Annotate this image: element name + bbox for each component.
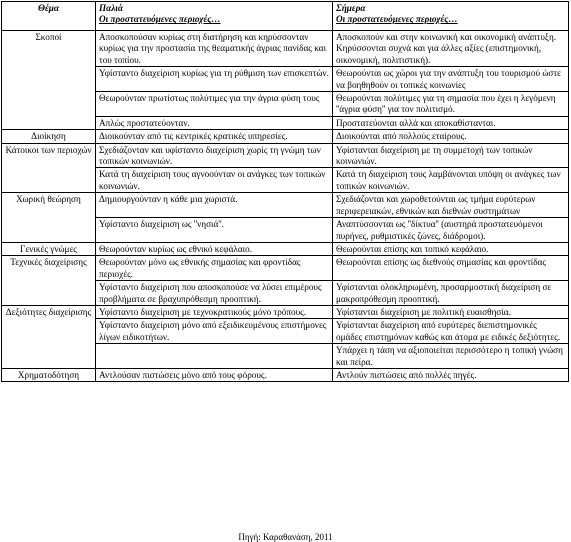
past-cell: Υφίσταντο διαχείριση με τεχνοκρατικούς μόνο τρόπους. — [96, 305, 333, 318]
past-cell: Σχεδιάζονταν και υφίσταντο διαχείριση χωρίς τη γνώμη των τοπικών κοινωνιών. — [96, 143, 333, 168]
today-cell: Υφίστανται διαχείριση με πολιτική ευαισθησία. — [333, 305, 569, 318]
theme-cell: Σκοποί — [2, 31, 96, 130]
table-row — [2, 368, 569, 381]
today-cell: Υφίστανται διαχείριση από ευρύτερες διεπιστημονικές ομάδες επιστημόνων καθώς και άτομα με ειδικές δεξιότητες. — [333, 319, 569, 344]
past-cell: Υφίσταντο διαχείριση ως ''νησιά''. — [96, 218, 333, 243]
theme-cell: Γενικές γνώμες — [2, 242, 96, 255]
theme-cell: Χρηματοδότηση — [2, 368, 96, 381]
table-row — [2, 256, 569, 281]
past-cell: Θεωρούνταν πρωτίστως πολύτιμες για την άγρια φύση τους — [96, 92, 333, 117]
today-cell: Υπάρχει η τάση να αξιοποιείται περισσότερο η τοπική γνώση και πείρα. — [333, 344, 569, 369]
past-cell: Υφίσταντο διαχείριση που αποσκοπούσε να λύσει επιμέρους προβλήματα σε βραχυπρόθεσμη προοπτική. — [96, 281, 333, 306]
table-row — [2, 130, 569, 143]
header-past — [96, 2, 333, 31]
past-cell: Υφίσταντο διαχείριση κυρίως για τη ρύθμιση των επισκεπτών. — [96, 67, 333, 92]
past-cell: Θεωρούνταν κυρίως ως εθνικό κεφάλαιο. — [96, 242, 333, 255]
past-cell: Κατά τη διαχείριση τους αγνοούνταν οι ανάγκες των τοπικών κοινωνιών. — [96, 168, 333, 193]
header-row — [2, 2, 569, 31]
comparison-table — [1, 1, 569, 382]
table-row — [2, 193, 569, 218]
table-row — [2, 305, 569, 318]
today-cell: Υφίστανται διαχείριση με τη συμμετοχή των τοπικών κοινωνιών. — [333, 143, 569, 168]
today-cell: Θεωρούνται επίσης και τοπικό κεφάλαιο. — [333, 242, 569, 255]
theme-cell: Διοίκηση — [2, 130, 96, 143]
theme-cell: Κάτοικοι των περιοχών — [2, 143, 96, 193]
past-cell: Διοικούνταν από τις κεντρικές κρατικές υπηρεσίες. — [96, 130, 333, 143]
past-cell: Αποσκοπούσαν κυρίως στη διατήρηση και κηρύσσονταν κυρίως για την προστασία της θεαματικής άγριας πανίδας και του τοπίου. — [96, 31, 333, 67]
table-row — [2, 242, 569, 255]
header-today-title: Σήμερα — [336, 3, 366, 13]
today-cell: Θεωρούνται πολύτιμες για τη σημασία που έχει η λεγόμενη ''άγρια φύση'' για τον πολιτισμό. — [333, 92, 569, 117]
theme-cell: Χωρική θεώρηση — [2, 193, 96, 243]
today-cell: Διοικούνται από πολλούς εταίρους. — [333, 130, 569, 143]
past-cell — [96, 344, 333, 369]
today-cell: Θεωρούνται ως χώροι για την ανάπτυξη του τουρισμού ώστε να βοηθηθούν οι τοπικές κοινωνίες — [333, 67, 569, 92]
today-cell: Αποσκοπούν και στην κοινωνική και οικονομική ανάπτυξη. Κηρύσσονται συχνά και για άλλες αξίες (επιστημονική, οικονομική, πολιτιστική). — [333, 31, 569, 67]
header-theme: Θέμα — [2, 2, 96, 31]
today-cell: Αντλούν πιστώσεις από πολλές πηγές. — [333, 368, 569, 381]
past-cell: Υφίσταντο διαχείριση μόνο από εξειδικευμένους επιστήμονες λίγων ειδικοτήτων. — [96, 319, 333, 344]
table-caption: Πηγή: Καραθανάση, 2011 — [238, 532, 333, 542]
header-today — [333, 2, 569, 31]
today-cell: Προστατεύονται αλλά και αποκαθίστανται. — [333, 116, 569, 129]
today-cell: Κατά τη διαχείριση τους λαμβάνονται υπόψη οι ανάγκες των τοπικών κοινωνιών. — [333, 168, 569, 193]
table-row — [2, 143, 569, 168]
today-cell: Θεωρούνται επίσης ως διεθνούς σημασίας και φροντίδας — [333, 256, 569, 281]
header-past-subtitle: Οι προστατευόμενες περιοχές… — [99, 14, 221, 25]
header-today-subtitle: Οι προστατευόμενες περιοχές… — [336, 14, 458, 25]
theme-cell: Τεχνικές διαχείρισης — [2, 256, 96, 306]
past-cell: Θεωρούνταν μόνο ως εθνικής σημασίας και φροντίδας περιοχές. — [96, 256, 333, 281]
table-row — [2, 31, 569, 67]
theme-cell: Δεξιότητες διαχείρισης — [2, 305, 96, 368]
past-cell: Δημιουργούνταν η κάθε μια χωριστά. — [96, 193, 333, 218]
today-cell: Υφίστανται ολοκληρωμένη, προσαρμοστική διαχείριση σε μακροπρόθεσμη προοπτική. — [333, 281, 569, 306]
today-cell: Σχεδιάζονται και χωροθετούνται ως τμήμα ευρύτερων περιφερειακών, εθνικών και διεθνών συστημάτων — [333, 193, 569, 218]
today-cell: Αναπτύσσονται ως ''δίκτυα'' (αυστηρά προστατευόμενοι πυρήνες, ρυθμιστικές ζώνες, διάδρομοι). — [333, 218, 569, 243]
header-past-title: Παλιά — [99, 3, 123, 13]
past-cell: Απλώς προστατεύονταν. — [96, 116, 333, 129]
past-cell: Αντλούσαν πιστώσεις μόνο από τους φόρους. — [96, 368, 333, 381]
